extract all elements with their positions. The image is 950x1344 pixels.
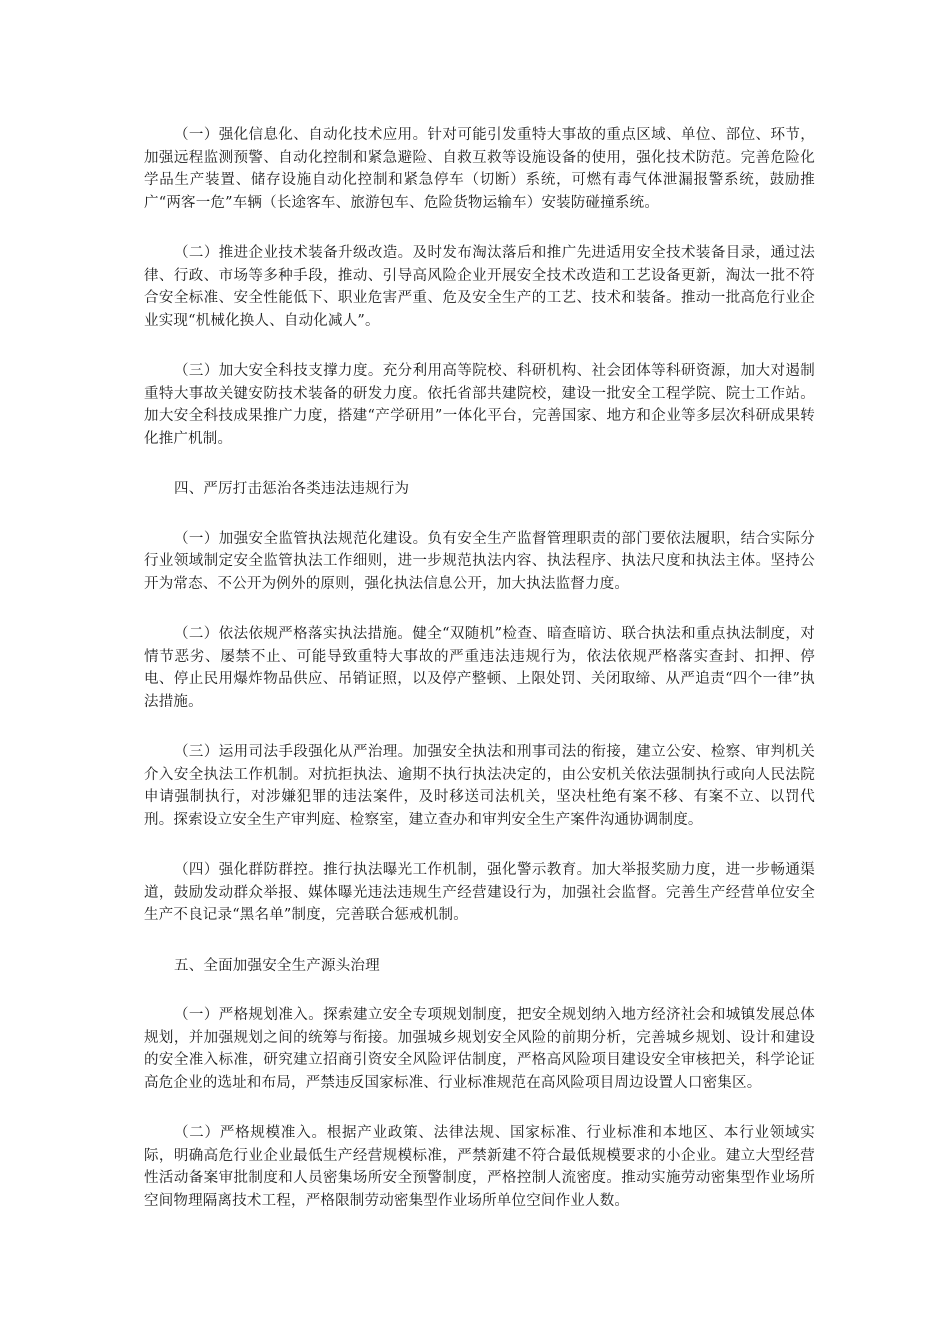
- paragraph-equipment-upgrade: （二）推进企业技术装备升级改造。及时发布淘汰落后和推广先进适用安全技术装备目录，通过法律、行政、市场等多种手段，推动、引导高风险企业开展安全技术改造和工艺设备更新，淘汰一批不符合安全标准、安全性能低下、职业危害严重、危及安全生产的工艺、技术和装备。推动一批高危行业企业实现“机械化换人、自动化减人”。: [144, 245, 815, 329]
- section-heading-5: 五、全面加强安全生产源头治理: [174, 957, 380, 974]
- paragraph-judicial-means: （三）运用司法手段强化从严治理。加强安全执法和刑事司法的衔接，建立公安、检察、审判机关介入安全执法工作机制。对抗拒执法、逾期不执行执法决定的，由公安机关依法强制执行或向人民法院申请强制执行，对涉嫌犯罪的违法案件，及时移送司法机关，坚决杜绝有案不移、有案不立、以罚代刑。探索设立安全生产审判庭、检察室，建立查办和审判安全生产案件沟通协调制度。: [144, 744, 815, 828]
- paragraph-tech-application: （一）强化信息化、自动化技术应用。针对可能引发重特大事故的重点区域、单位、部位、环节，加强远程监测预警、自动化控制和紧急避险、自救互救等设施设备的使用，强化技术防范。完善危险化学品生产装置、储存设施自动化控制和紧急停车（切断）系统，可燃有毒气体泄漏报警系统，鼓励推广“两客一危”车辆（长途客车、旅游包车、危险货物运输车）安装防碰撞系统。: [144, 127, 815, 211]
- paragraph-scale-access: （二）严格规模准入。根据产业政策、法律法规、国家标准、行业标准和本地区、本行业领域实际，明确高危行业企业最低生产经营规模标准，严禁新建不符合最低规模要求的小企业。建立大型经营性活动备案审批制度和人员密集场所安全预警制度，严格控制人流密度。推动实施劳动密集型作业场所空间物理隔离技术工程，严格限制劳动密集型作业场所单位空间作业人数。: [144, 1125, 815, 1209]
- paragraph-planning-access: （一）严格规划准入。探索建立安全专项规划制度，把安全规划纳入地方经济社会和城镇发展总体规划，并加强规划之间的统筹与衔接。加强城乡规划安全风险的前期分析，完善城乡规划、设计和建设的安全准入标准，研究建立招商引资安全风险评估制度，严格高风险项目建设安全审核把关，科学论证高危企业的选址和布局，严禁违反国家标准、行业标准规范在高风险项目周边设置人口密集区。: [144, 1007, 815, 1091]
- paragraph-science-support: （三）加大安全科技支撑力度。充分利用高等院校、科研机构、社会团体等科研资源，加大对遏制重特大事故关键安防技术装备的研发力度。依托省部共建院校，建设一批安全工程学院、院士工作站。加大安全科技成果推广力度，搭建“产学研用”一体化平台，完善国家、地方和企业等多层次科研成果转化推广机制。: [144, 363, 815, 447]
- paragraph-enforcement-standardization: （一）加强安全监管执法规范化建设。负有安全生产监督管理职责的部门要依法履职，结合实际分行业领域制定安全监管执法工作细则，进一步规范执法内容、执法程序、执法尺度和执法主体。坚持公开为常态、不公开为例外的原则，强化执法信息公开，加大执法监督力度。: [144, 530, 815, 592]
- section-heading-4: 四、严厉打击惩治各类违法违规行为: [174, 481, 410, 497]
- paragraph-enforcement-measures: （二）依法依规严格落实执法措施。健全“双随机”检查、暗查暗访、联合执法和重点执法制度，对情节恶劣、屡禁不止、可能导致重特大事故的严重违法违规行为，依法依规严格落实查封、扣押、停电、停止民用爆炸物品供应、吊销证照，以及停产整顿、上限处罚、关闭取缔、从严追责“四个一律”执法措施。: [144, 626, 815, 710]
- paragraph-mass-prevention: （四）强化群防群控。推行执法曝光工作机制，强化警示教育。加大举报奖励力度，进一步畅通渠道，鼓励发动群众举报、媒体曝光违法违规生产经营建设行为，加强社会监督。完善生产经营单位安全生产不良记录“黑名单”制度，完善联合惩戒机制。: [144, 862, 815, 923]
